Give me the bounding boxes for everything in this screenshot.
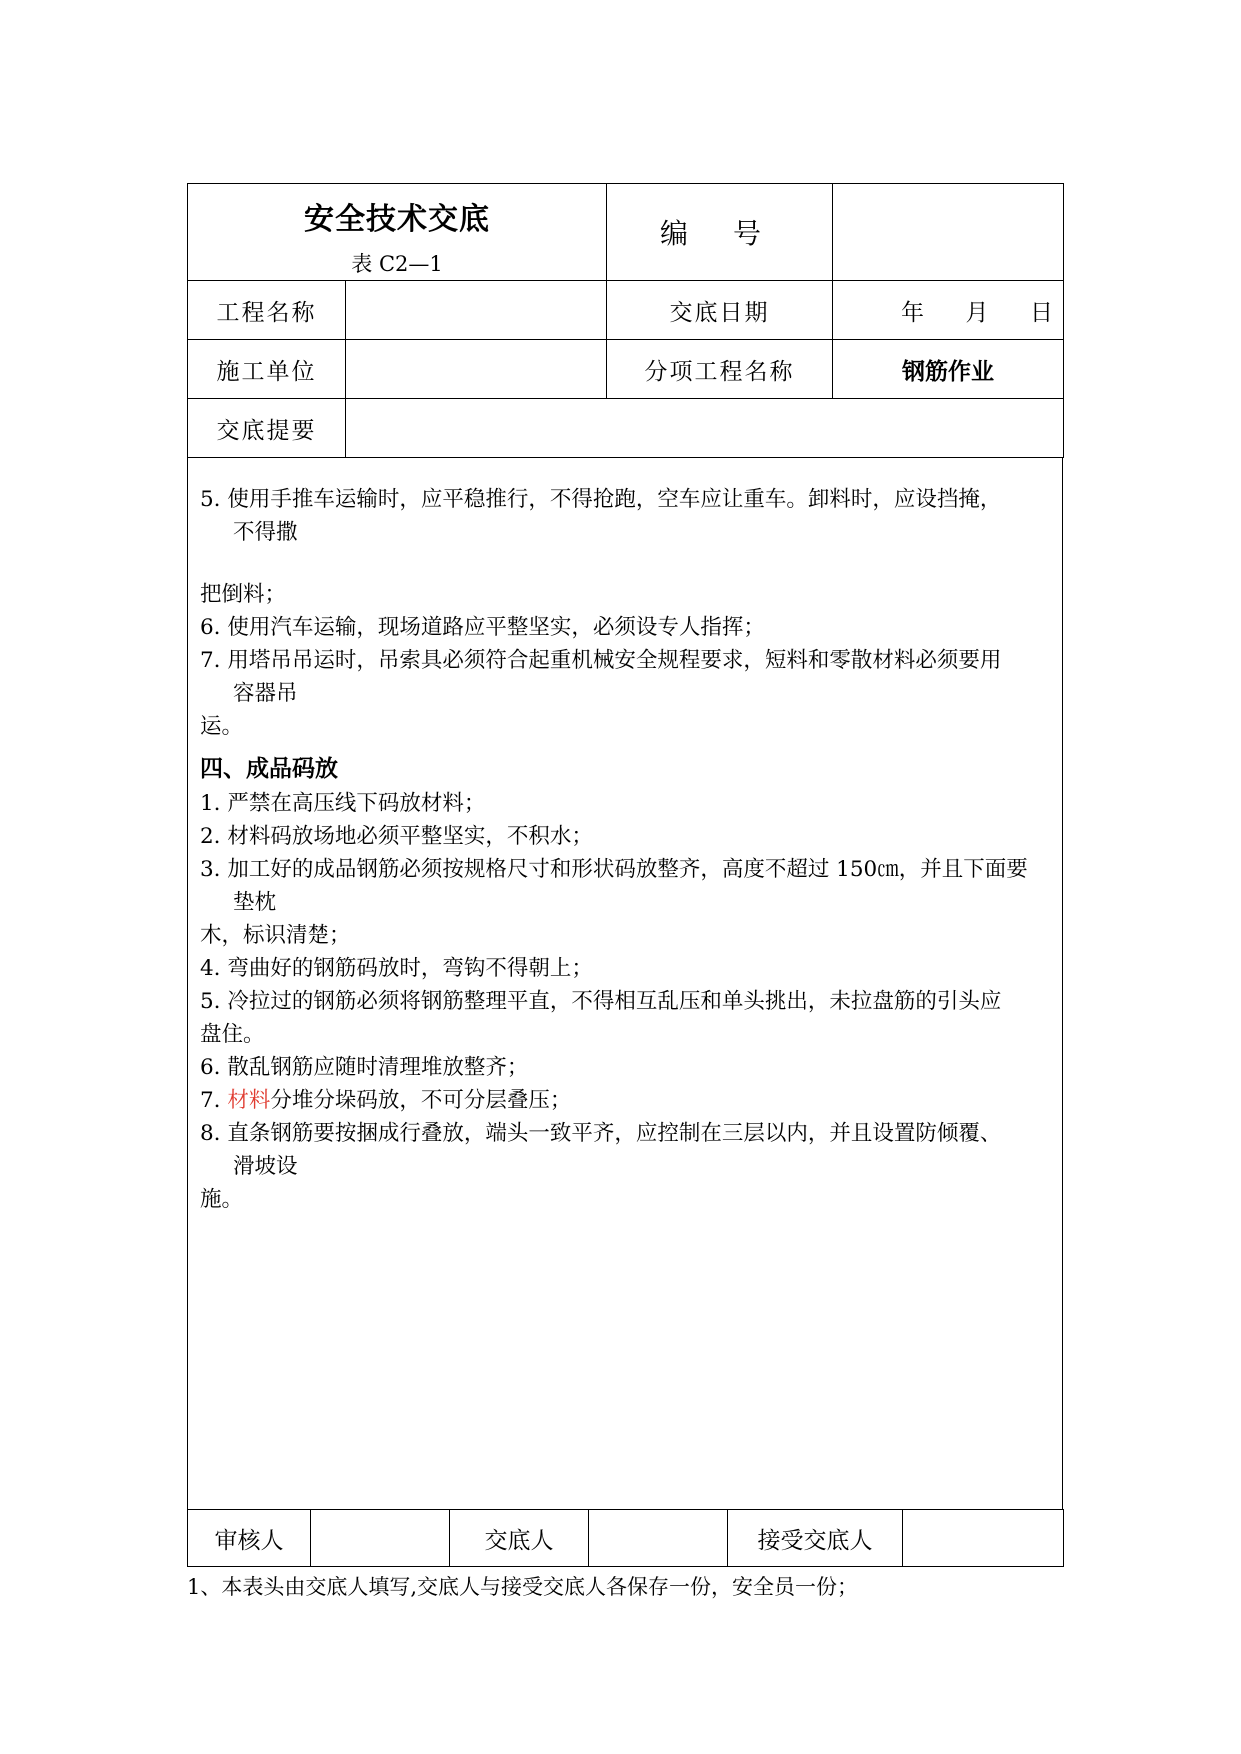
date-label: 交底日期 [607,281,833,340]
s4-item-5-tail: 盘住。 [200,1022,265,1047]
s4-item-7 [200,1084,1052,1117]
item-6-line: 6. 使用汽车运输，现场道路应平整坚实，必须设专人指挥； [200,615,765,640]
item-5-tail: 把倒料； [200,582,287,607]
date-day: 日 [1030,299,1053,326]
title-cell [188,184,607,281]
content-area [187,457,1063,1509]
item-7-line: 7. 用塔吊吊运时，吊索具必须符合起重机械安全规程要求，短料和零散材料必须要用 [200,648,1002,673]
s4-item-7-rest: 分堆分垛码放，不可分层叠压； [270,1088,572,1113]
s4-item-5: 5. 冷拉过的钢筋必须将钢筋整理平直，不得相互乱压和单头挑出，未拉盘筋的引头应 [200,989,1002,1014]
item-7-wrap: 容器吊 [233,681,298,706]
date-year: 年 [901,299,924,326]
reviewer-value[interactable] [311,1510,450,1567]
receiver-label: 接受交底人 [728,1510,903,1567]
summary-label: 交底提要 [188,399,346,458]
signature-table [187,1509,1064,1567]
s4-item-7-highlight: 材料 [227,1088,271,1113]
section-4-heading: 四、成品码放 [200,756,338,782]
item-5-line: 5. 使用手推车运输时，应平稳推行，不得抢跑，空车应让重车。卸料时，应设挡掩， [200,487,1002,512]
item-5-wrap: 不得撒 [233,520,298,545]
sub-project-value: 钢筋作业 [833,340,1064,399]
sub-project-label: 分项工程名称 [607,340,833,399]
project-name-value[interactable] [346,281,607,340]
s4-item-3: 3. 加工好的成品钢筋必须按规格尺寸和形状码放整齐，高度不超过 150㎝，并且下面要 [200,857,1028,882]
s4-item-2: 2. 材料码放场地必须平整坚实，不积水； [200,824,593,849]
s4-item-8: 8. 直条钢筋要按捆成行叠放，端头一致平齐，应控制在三层以内，并且设置防倾覆、 [200,1121,1002,1146]
s4-item-7-prefix: 7. [200,1088,228,1113]
unit-value[interactable] [346,340,607,399]
footnote: 1、本表头由交底人填写,交底人与接受交底人各保存一份，安全员一份； [187,1575,859,1599]
form-number: 表 C2—1 [351,252,443,276]
doc-title: 安全技术交底 [304,202,490,237]
s4-item-3-tail: 木，标识清楚； [200,923,351,948]
project-name-label: 工程名称 [188,281,346,340]
date-month: 月 [965,299,989,326]
s4-item-3-wrap: 垫枕 [233,890,277,915]
s4-item-4: 4. 弯曲好的钢筋码放时，弯钩不得朝上； [200,956,593,981]
reviewer-label: 审核人 [188,1510,311,1567]
item-7-tail: 运。 [200,714,244,739]
bianhao-label: 编 号 [607,184,833,281]
s4-item-8-wrap: 滑坡设 [233,1154,298,1179]
content-text [200,483,1052,1216]
header-table [187,183,1064,458]
date-value[interactable] [833,281,1064,340]
s4-item-8-tail: 施。 [200,1187,244,1212]
summary-value[interactable] [346,399,1064,458]
receiver-value[interactable] [903,1510,1064,1567]
discloser-value[interactable] [589,1510,728,1567]
s4-item-6: 6. 散乱钢筋应随时清理堆放整齐； [200,1055,529,1080]
unit-label: 施工单位 [188,340,346,399]
bianhao-value[interactable] [833,184,1064,281]
discloser-label: 交底人 [450,1510,589,1567]
s4-item-1: 1. 严禁在高压线下码放材料； [200,791,486,816]
